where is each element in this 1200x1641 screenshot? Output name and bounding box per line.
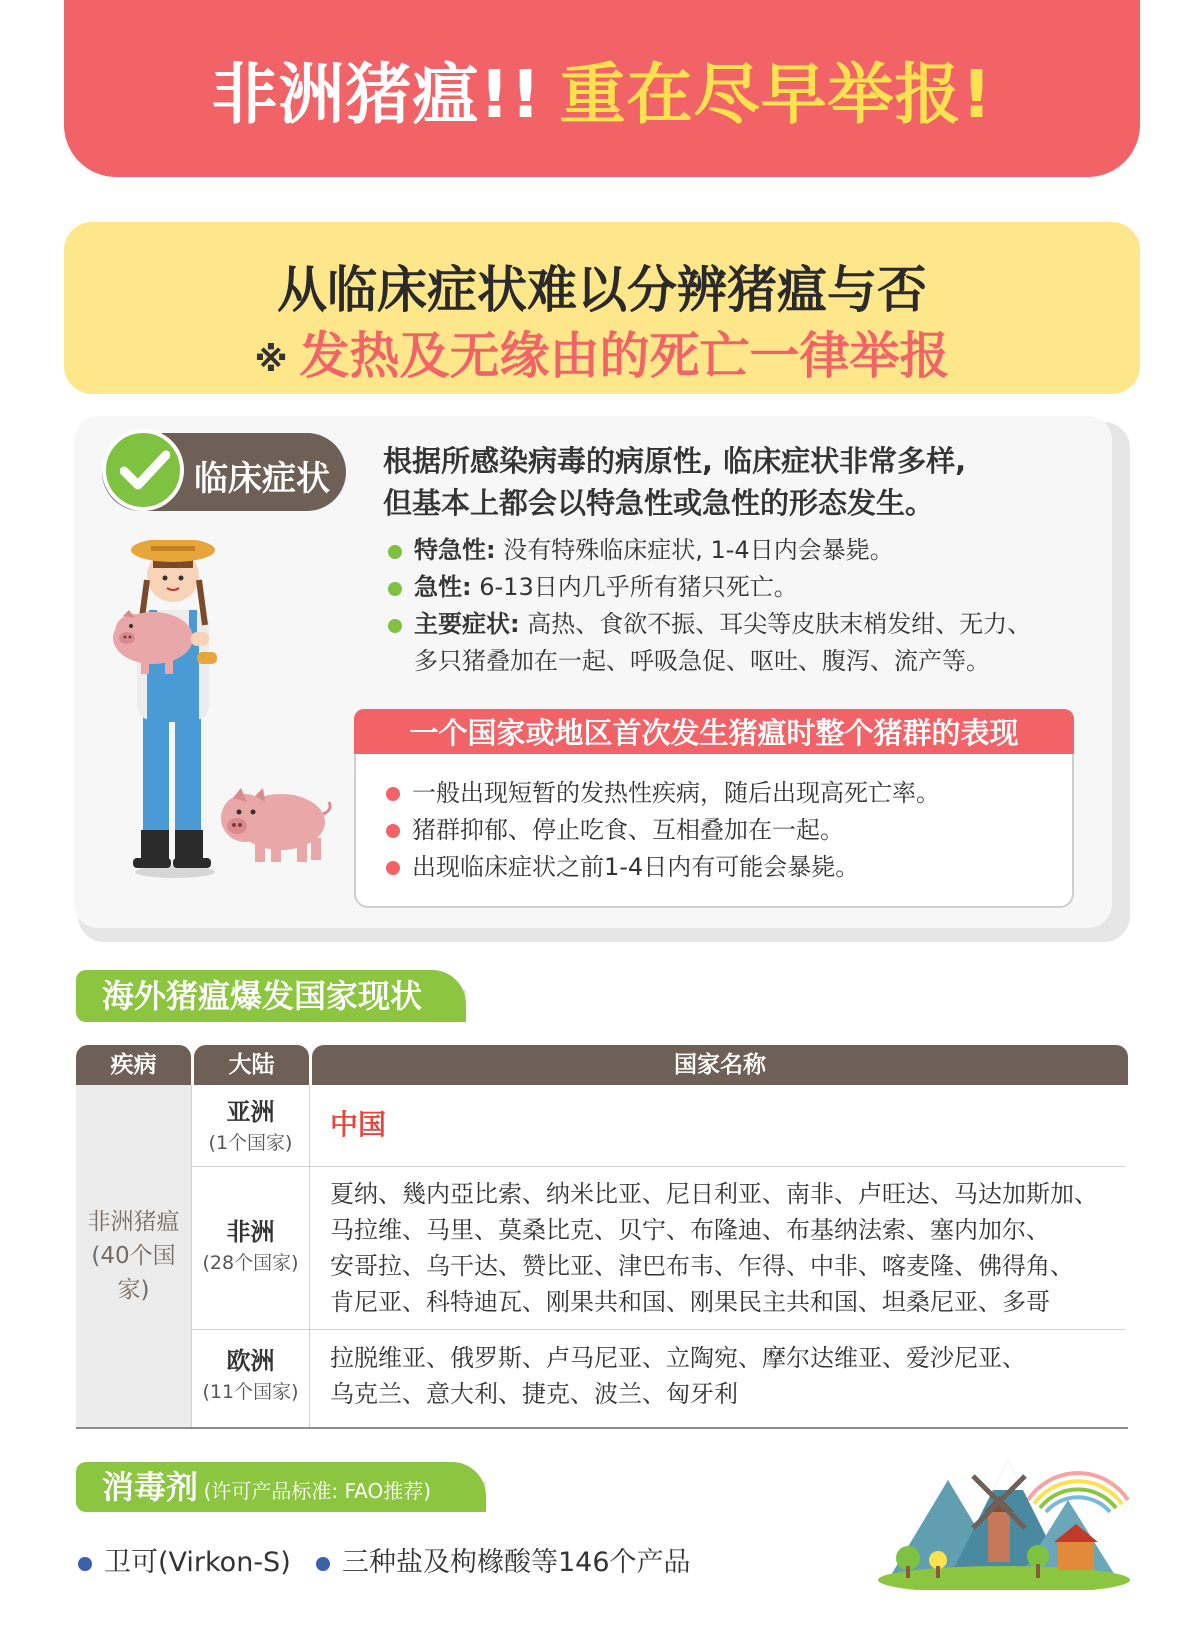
symptom-text-cont: 多只猪叠加在一起、呼吸急促、呕吐、腹泻、流产等。 [414, 647, 990, 675]
bullet-dot [388, 545, 402, 559]
country-line: 乌克兰、意大利、捷克、波兰、匈牙利 [330, 1380, 738, 1408]
banner-title-part1: 非洲猪瘟!! [211, 56, 542, 133]
overseas-section-title: 海外猪瘟爆发国家现状 [76, 970, 466, 1022]
check-icon [102, 429, 184, 511]
herd-item: 猪群抑郁、停止吃食、互相叠加在一起。 [386, 812, 844, 848]
clinical-intro-line1: 根据所感染病毒的病原性, 临床症状非常多样, [383, 444, 967, 478]
continent-count: (28个国家) [202, 1252, 299, 1274]
disease-name: 非洲猪瘟 [87, 1209, 180, 1235]
symptom-text: 高热、食欲不振、耳尖等皮肤末梢发绀、无力、 [519, 610, 1032, 638]
symptom-key: 主要症状: [414, 610, 520, 638]
country-line: 马拉维、马里、莫桑比克、贝宁、布隆迪、布基纳法索、塞内加尔、 [330, 1216, 1050, 1244]
banner-title-part2: 重在尽早举报! [559, 56, 993, 133]
continent-name: 非洲 [226, 1218, 275, 1246]
disinfectant-item: 卫可(Virkon-S) [78, 1545, 291, 1581]
windmill-landscape-illustration [878, 1440, 1130, 1590]
bullet-dot [386, 861, 400, 875]
country-line: 安哥拉、乌干达、赞比亚、津巴布韦、乍得、中非、喀麦隆、佛得角、 [330, 1252, 1074, 1280]
continent-cell-africa [192, 1167, 310, 1329]
symptom-key: 特急性: [414, 536, 496, 564]
bullet-dot [78, 1557, 92, 1571]
bullet-dot [316, 1557, 330, 1571]
disinfectant-subtitle: (许可产品标准: FAO推荐) [203, 1479, 432, 1503]
row-divider [192, 1329, 1126, 1330]
continent-cell-europe [192, 1330, 310, 1427]
disinfectant-item: 三种盐及枸橼酸等146个产品 [316, 1545, 691, 1581]
continent-count: (11个国家) [202, 1381, 299, 1403]
continent-name: 欧洲 [226, 1347, 275, 1375]
bullet-dot [388, 582, 402, 596]
countries-europe [330, 1340, 1140, 1412]
symptom-text: 6-13日内几乎所有猪只死亡。 [471, 573, 798, 601]
herd-title: 一个国家或地区首次发生猪瘟时整个猪群的表现 [354, 709, 1074, 757]
countries-asia [330, 1107, 1140, 1144]
disease-cell [76, 1085, 192, 1428]
pig-illustration [215, 780, 335, 870]
header-banner [64, 0, 1140, 177]
table-header-disease: 疾病 [76, 1045, 191, 1085]
disinfectant-section-title [76, 1462, 486, 1512]
country-line: 夏纳、幾内亞比索、纳米比亚、尼日利亚、南非、卢旺达、马达加斯加、 [330, 1180, 1098, 1208]
country-china: 中国 [330, 1108, 387, 1141]
symptom-item [388, 569, 1108, 606]
continent-cell-asia [192, 1085, 310, 1167]
symptom-item [388, 532, 1108, 569]
continent-name: 亚洲 [226, 1098, 275, 1126]
clinical-badge-label: 临床症状 [194, 459, 330, 499]
herd-item: 出现临床症状之前1-4日内有可能会暴毙。 [386, 849, 859, 885]
notice-mark: ※ [254, 339, 288, 380]
notice-box [64, 222, 1140, 394]
symptom-text: 没有特殊临床症状, 1-4日内会暴毙。 [495, 536, 894, 564]
clinical-intro [383, 440, 1103, 524]
table-header-countries: 国家名称 [312, 1045, 1128, 1085]
disinfectant-title: 消毒剂 [102, 1468, 199, 1506]
country-line: 肯尼亚、科特迪瓦、刚果共和国、刚果民主共和国、坦桑尼亚、多哥 [330, 1288, 1050, 1316]
disease-count: (40个国家) [91, 1243, 176, 1303]
bullet-dot [386, 787, 400, 801]
notice-line2 [64, 316, 1140, 388]
bullet-dot [386, 824, 400, 838]
herd-item: 一般出现短暂的发热性疾病，随后出现高死亡率。 [386, 775, 940, 811]
notice-line2-text: 发热及无缘由的死亡一律举报 [299, 327, 950, 385]
clinical-badge [102, 433, 346, 511]
notice-line1: 从临床症状难以分辨猪瘟与否 [277, 261, 927, 319]
table-bottom-rule [76, 1427, 1128, 1429]
table-header-continent: 大陆 [194, 1045, 309, 1085]
continent-count: (1个国家) [208, 1132, 293, 1154]
symptom-key: 急性: [414, 573, 472, 601]
countries-africa [330, 1176, 1140, 1320]
country-line: 拉脱维亚、俄罗斯、卢马尼亚、立陶宛、摩尔达维亚、爱沙尼亚、 [330, 1344, 1026, 1372]
clinical-intro-line2: 但基本上都会以特急性或急性的形态发生。 [383, 486, 935, 520]
bullet-dot [388, 619, 402, 633]
row-divider [192, 1166, 1126, 1167]
symptom-item [388, 606, 1108, 680]
